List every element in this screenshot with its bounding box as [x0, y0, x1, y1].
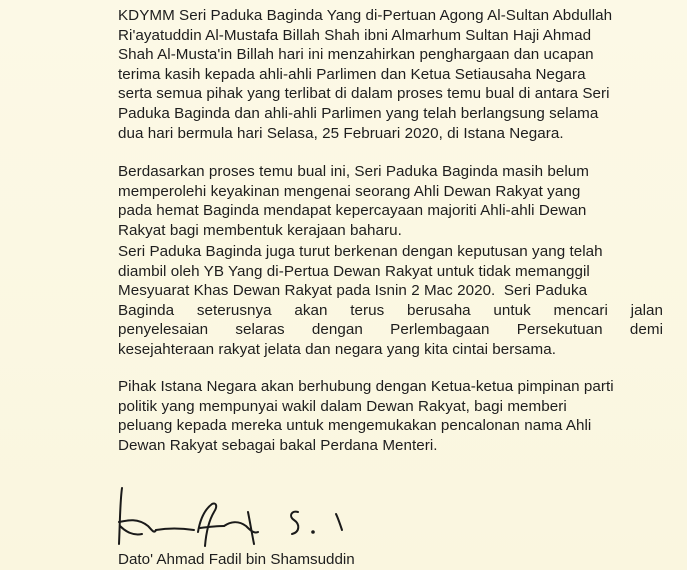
paragraph-line: Paduka Baginda dan ahli-ahli Parlimen yang telah berlangsung selama: [118, 104, 599, 122]
paragraph-line: Berdasarkan proses temu bual ini, Seri Paduka Baginda masih belum: [118, 163, 589, 180]
paragraph-appreciation: [118, 6, 663, 143]
paragraph-line: Dewan Rakyat sebagai bakal Perdana Menteri.: [118, 436, 438, 454]
paragraph-line: penyelesaian selaras dengan Perlembagaan Persekutuan demi: [118, 321, 663, 339]
paragraph-line: memperolehi keyakinan mengenai seorang Ahli Dewan Rakyat yang: [118, 182, 581, 200]
paragraph-line: Mesyuarat Khas Dewan Rakyat pada Isnin 2 Mac 2020. Seri Paduka: [118, 282, 588, 300]
paragraph-line: diambil oleh YB Yang di-Pertua Dewan Rakyat untuk tidak memanggil: [118, 262, 590, 280]
paragraph-line: terima kasih kepada ahli-ahli Parlimen dan Ketua Setiausaha Negara: [118, 65, 586, 83]
paragraph-line: KDYMM Seri Paduka Baginda Yang di-Pertuan Agong Al-Sultan Abdullah: [118, 7, 613, 24]
paragraph-line: Rakyat bagi membentuk kerajaan baharu.: [118, 221, 402, 239]
signature-icon: [108, 482, 358, 552]
paragraph-line: pada hemat Baginda mendapat kepercayaan majoriti Ahli-ahli Dewan: [118, 202, 587, 220]
signatory-name: Dato' Ahmad Fadil bin Shamsuddin: [118, 551, 355, 568]
paragraph-party-leaders: [118, 377, 663, 455]
paragraph-line: Baginda seterusnya akan terus berusaha untuk mencari jalan: [118, 301, 663, 319]
paragraph-line: Shah Al-Musta'in Billah hari ini menzahirkan penghargaan dan ucapan: [118, 46, 594, 64]
paragraph-special-meeting: [118, 242, 663, 360]
paragraph-line: serta semua pihak yang terlibat di dalam proses temu bual di antara Seri: [118, 85, 610, 103]
paragraph-line: Pihak Istana Negara akan berhubung dengan Ketua-ketua pimpinan parti: [118, 378, 614, 395]
paragraph-line: kesejahteraan rakyat jelata dan negara yang kita cintai bersama.: [118, 340, 556, 358]
paragraph-interview-result: [118, 162, 663, 240]
paragraph-line: Ri'ayatuddin Al-Mustafa Billah Shah ibni Almarhum Sultan Haji Ahmad: [118, 26, 592, 44]
paragraph-line: Seri Paduka Baginda juga turut berkenan dengan keputusan yang telah: [118, 243, 603, 260]
paragraph-line: dua hari bermula hari Selasa, 25 Februari 2020, di Istana Negara.: [118, 124, 564, 142]
paragraph-line: politik yang mempunyai wakil dalam Dewan Rakyat, bagi memberi: [118, 397, 567, 415]
paragraph-line: peluang kepada mereka untuk mengemukakan pencalonan nama Ahli: [118, 417, 592, 435]
